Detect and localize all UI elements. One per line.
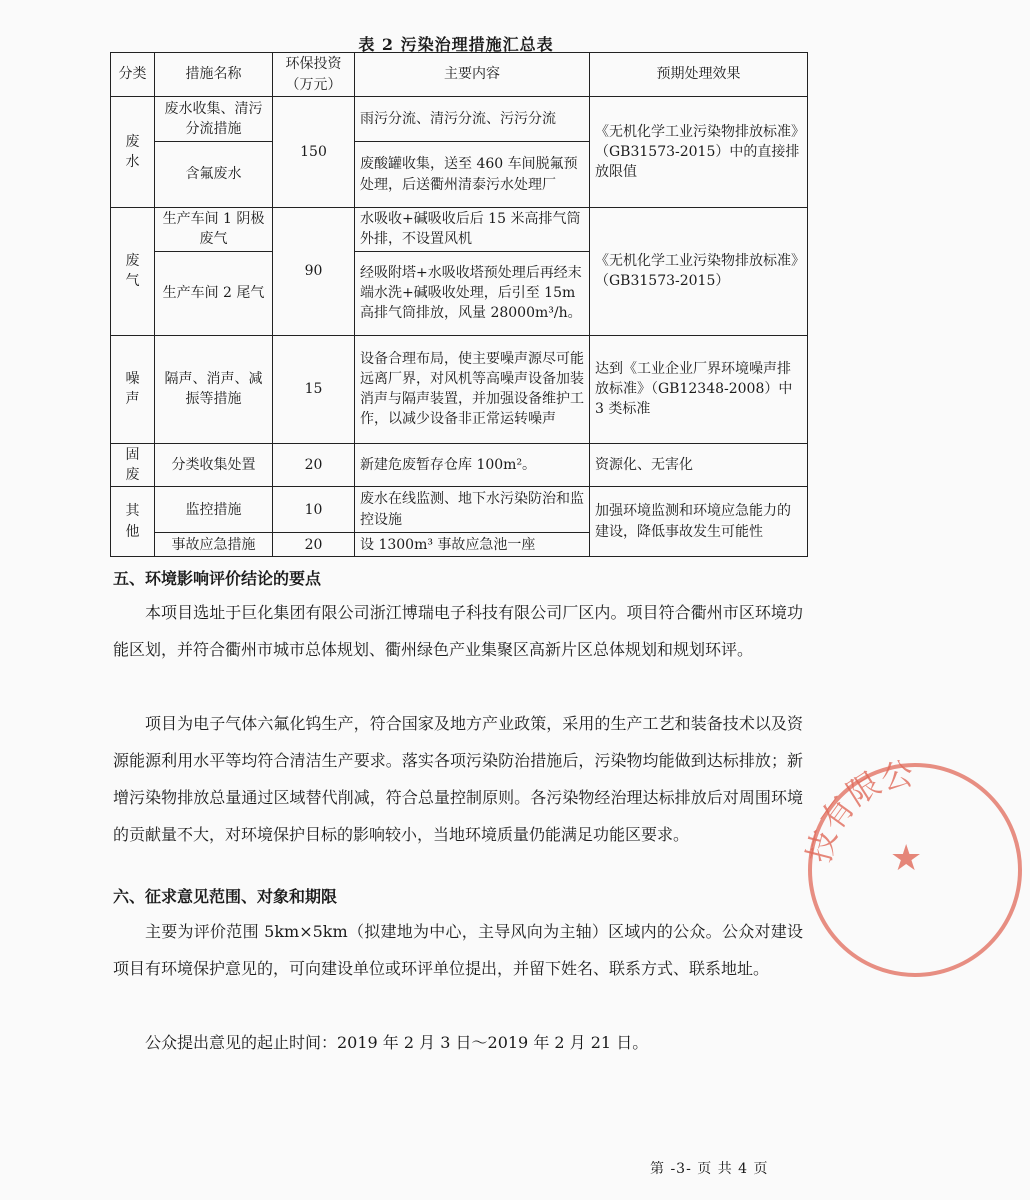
investment-cell: 20 bbox=[273, 443, 355, 487]
header-investment: 环保投资（万元） bbox=[273, 53, 355, 97]
category-cell: 噪 声 bbox=[111, 335, 155, 443]
company-seal-stamp bbox=[800, 755, 1030, 985]
investment-cell: 20 bbox=[273, 533, 355, 557]
investment-cell: 150 bbox=[273, 97, 355, 208]
measure-name: 隔声、消声、减振等措施 bbox=[155, 335, 273, 443]
content-cell: 设 1300m³ 事故应急池一座 bbox=[355, 533, 590, 557]
table-row bbox=[111, 443, 808, 487]
section5-heading: 五、环境影响评价结论的要点 bbox=[113, 569, 322, 588]
table-row bbox=[111, 97, 808, 142]
investment-cell: 90 bbox=[273, 208, 355, 336]
measure-name: 废水收集、清污分流措施 bbox=[155, 97, 273, 142]
section5-paragraph-2: 项目为电子气体六氟化钨生产，符合国家及地方产业政策，采用的生产工艺和装备技术以及资源能源利用水平等均符合清洁生产要求。落实各项污染防治措施后，污染物均能做到达标排放；新增污染物排放总量通过区域替代削减，符合总量控制原则。各污染物经治理达标排放后对周围环境的贡献量不大，对环境保护目标的影响较小，当地环境质量仍能满足功能区要求。 bbox=[113, 714, 803, 844]
section6-heading: 六、征求意见范围、对象和期限 bbox=[113, 887, 338, 906]
measure-name: 生产车间 2 尾气 bbox=[155, 251, 273, 335]
table-row bbox=[111, 487, 808, 533]
header-category: 分类 bbox=[111, 53, 155, 97]
measure-name: 含氟废水 bbox=[155, 142, 273, 208]
effect-cell: 达到《工业企业厂界环境噪声排放标准》（GB12348-2008）中 3 类标准 bbox=[590, 335, 808, 443]
measure-name: 生产车间 1 阴极废气 bbox=[155, 208, 273, 252]
effect-cell: 《无机化学工业污染物排放标准》（GB31573-2015） bbox=[590, 208, 808, 336]
svg-text:技有限公: 技有限公 bbox=[800, 755, 917, 867]
content-cell: 水吸收+碱吸收后后 15 米高排气筒外排，不设置风机 bbox=[355, 208, 590, 252]
effect-cell: 加强环境监测和环境应急能力的建设，降低事故发生可能性 bbox=[590, 487, 808, 557]
header-measure: 措施名称 bbox=[155, 53, 273, 97]
effect-cell: 资源化、无害化 bbox=[590, 443, 808, 487]
section6-paragraph-1: 主要为评价范围 5km×5km（拟建地为中心，主导风向为主轴）区域内的公众。公众对建设项目有环境保护意见的，可向建设单位或环评单位提出，并留下姓名、联系方式、联系地址。 bbox=[113, 922, 803, 978]
investment-cell: 10 bbox=[273, 487, 355, 533]
measure-name: 监控措施 bbox=[155, 487, 273, 533]
seal-star-icon: ★ bbox=[890, 838, 923, 879]
content-cell: 设备合理布局，使主要噪声源尽可能远离厂界，对风机等高噪声设备加装消声与隔声装置，并加强设备维护工作，以减少设备非正常运转噪声 bbox=[355, 335, 590, 443]
content-cell: 雨污分流、清污分流、污污分流 bbox=[355, 97, 590, 142]
content-cell: 新建危废暂存仓库 100m²。 bbox=[355, 443, 590, 487]
category-cell: 固 废 bbox=[111, 443, 155, 487]
category-cell: 废 气 bbox=[111, 208, 155, 336]
content-cell: 废酸罐收集，送至 460 车间脱氟预处理，后送衢州清泰污水处理厂 bbox=[355, 142, 590, 208]
page-footer: 第 -3- 页 共 4 页 bbox=[650, 1161, 769, 1177]
investment-cell: 15 bbox=[273, 335, 355, 443]
content-cell: 废水在线监测、地下水污染防治和监控设施 bbox=[355, 487, 590, 533]
header-content: 主要内容 bbox=[355, 53, 590, 97]
header-effect: 预期处理效果 bbox=[590, 53, 808, 97]
section6-paragraph-2: 公众提出意见的起止时间：2019 年 2 月 3 日～2019 年 2 月 21 日。 bbox=[145, 1033, 649, 1052]
table-row bbox=[111, 335, 808, 443]
measure-name: 分类收集处置 bbox=[155, 443, 273, 487]
table-caption: 表 2 污染治理措施汇总表 bbox=[358, 35, 554, 54]
pollution-measures-table bbox=[110, 52, 808, 557]
category-cell: 废 水 bbox=[111, 97, 155, 208]
effect-cell: 《无机化学工业污染物排放标准》（GB31573-2015）中的直接排放限值 bbox=[590, 97, 808, 208]
content-cell: 经吸附塔+水吸收塔预处理后再经末端水洗+碱吸收处理，后引至 15m 高排气筒排放，风量 28000m³/h。 bbox=[355, 251, 590, 335]
measure-name: 事故应急措施 bbox=[155, 533, 273, 557]
table-header-row bbox=[111, 53, 808, 97]
table-row bbox=[111, 208, 808, 252]
section5-paragraph-1: 本项目选址于巨化集团有限公司浙江博瑞电子科技有限公司厂区内。项目符合衢州市区环境功能区划，并符合衢州市城市总体规划、衢州绿色产业集聚区高新片区总体规划和规划环评。 bbox=[113, 603, 803, 659]
category-cell: 其 他 bbox=[111, 487, 155, 557]
